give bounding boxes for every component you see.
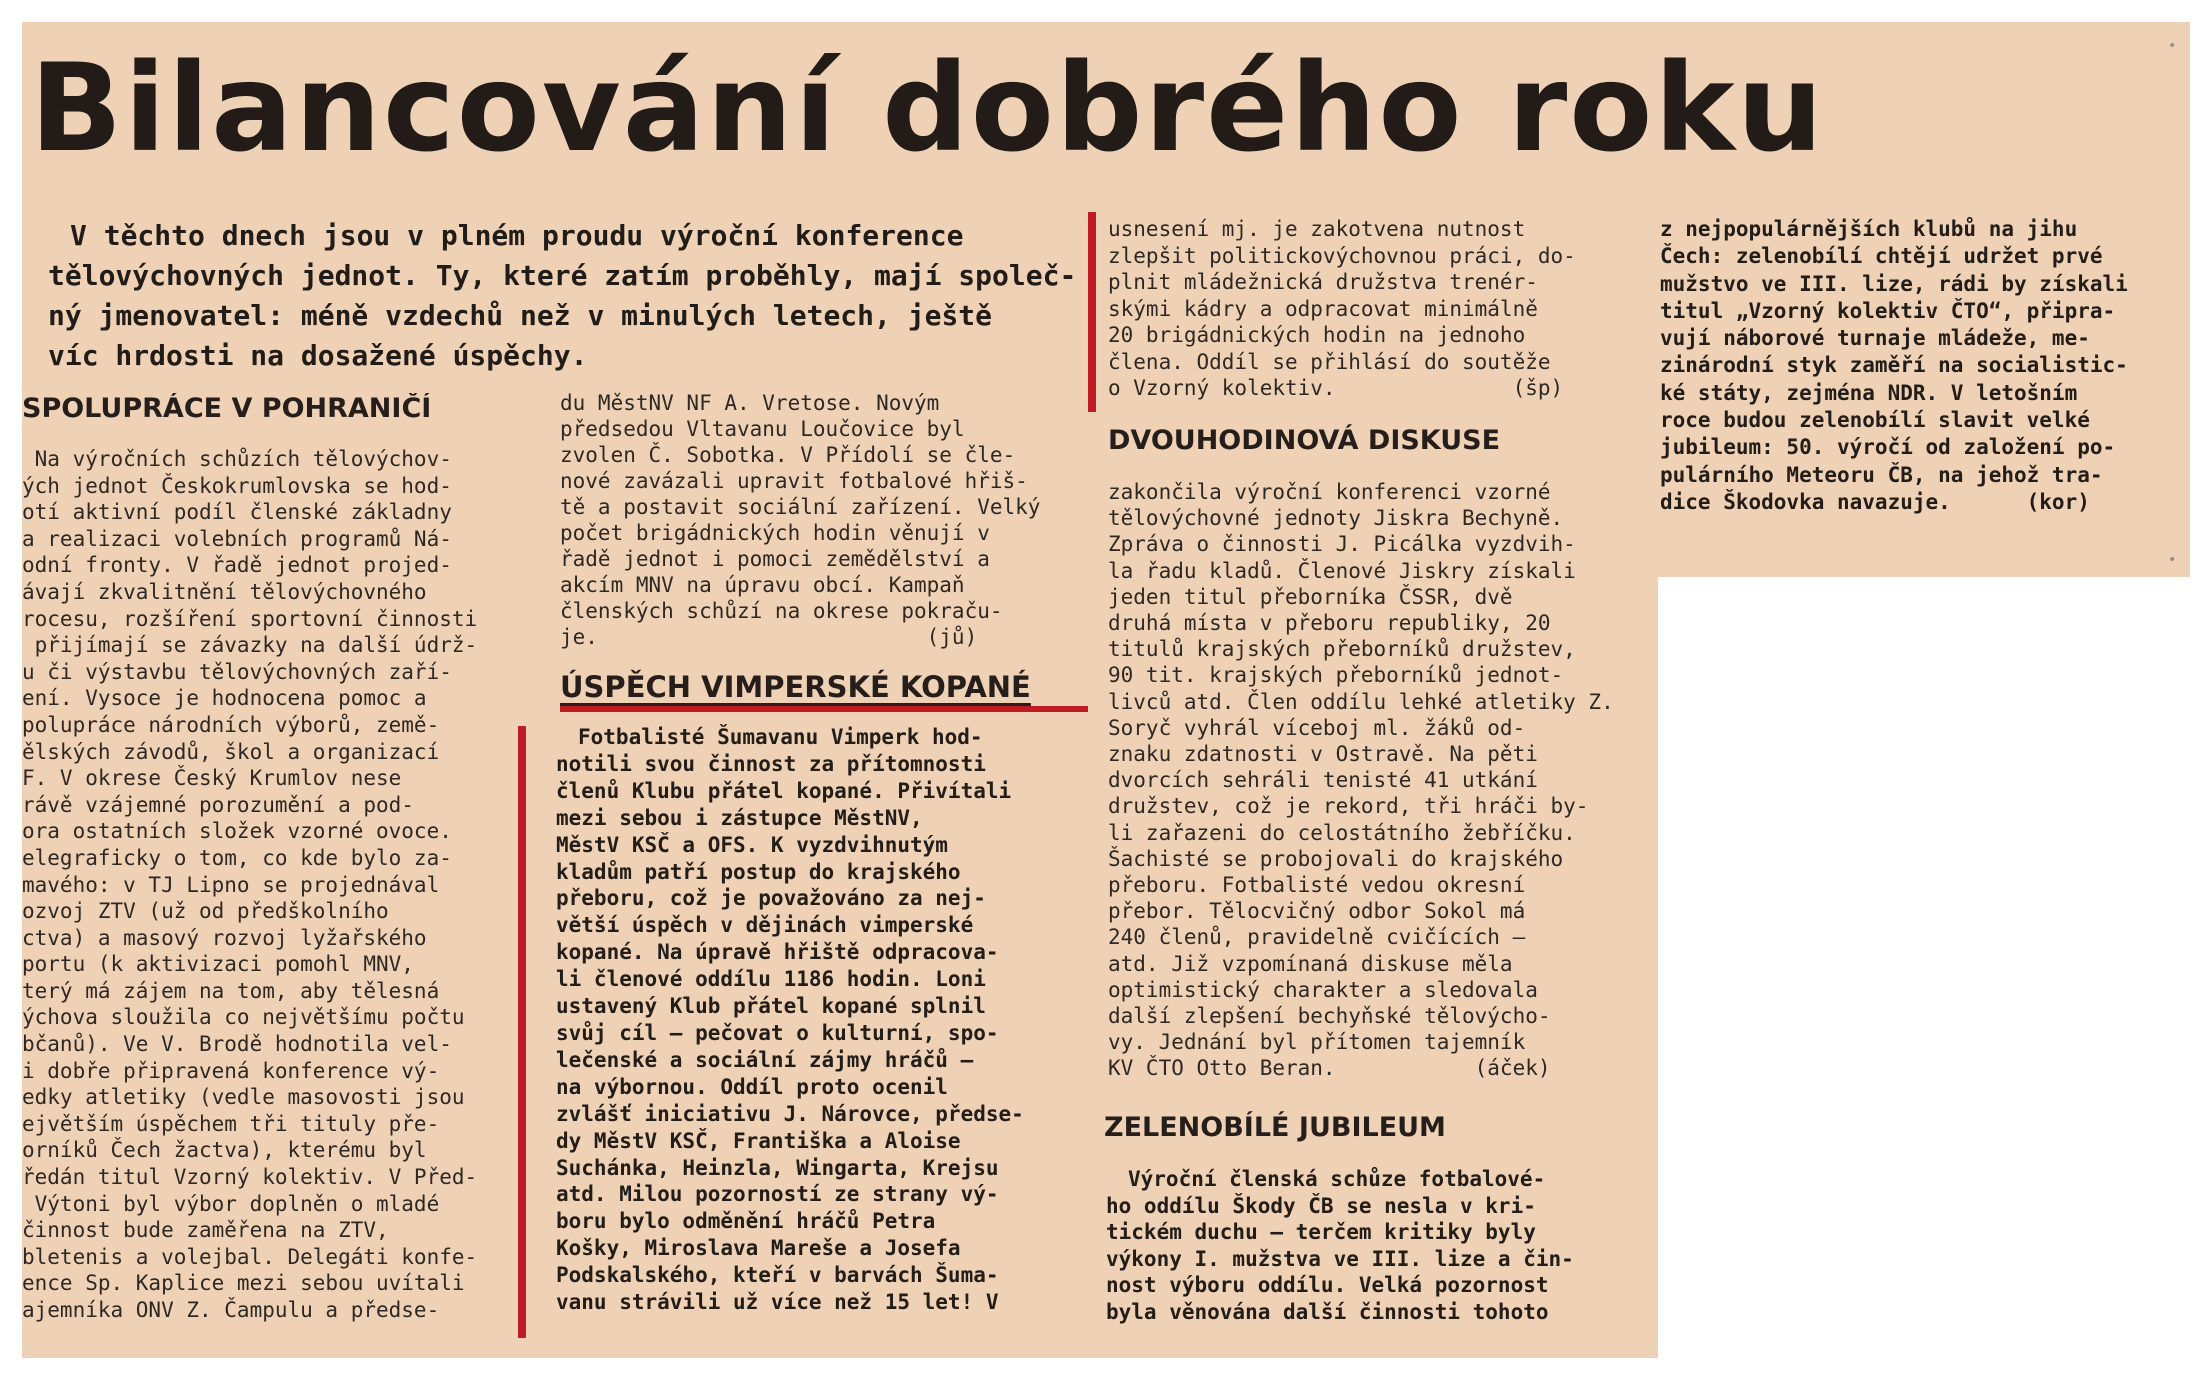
text-line: titul „Vzorný kolektiv ČTO“, připra- bbox=[1660, 298, 2116, 323]
text-line: titulů krajských přeborníků družstev, bbox=[1108, 637, 1576, 662]
text-line: zvlášť iniciativu J. Nárovce, předse- bbox=[556, 1101, 1024, 1126]
text-line: jubileum: 50. výročí od založení po- bbox=[1660, 435, 2116, 460]
text-line: rocesu, rozšíření sportovní činnosti bbox=[22, 606, 478, 631]
text-line: znaku zdatnosti v Ostravě. Na pěti bbox=[1108, 742, 1538, 767]
article-vimperk bbox=[556, 724, 1082, 1316]
section-heading-jubileum: ZELENOBÍLÉ JUBILEUM bbox=[1104, 1112, 1446, 1143]
text-line: ajemníka ONV Z. Čampulu a předse- bbox=[22, 1298, 440, 1322]
text-line: dice Škodovka navazuje. (kor) bbox=[1660, 489, 2090, 514]
article-vimperk-continued bbox=[1108, 216, 1638, 402]
text-line: otí aktivní podíl členské základny bbox=[22, 500, 452, 525]
article-spoluprace-continued bbox=[560, 390, 1080, 650]
text-line: Čech: zelenobílí chtějí udržet prvé bbox=[1660, 244, 2103, 269]
text-line: přeboru. Fotbalisté vedou okresní bbox=[1108, 873, 1526, 898]
text-line: du MěstNV NF A. Vretose. Novým bbox=[560, 391, 940, 415]
text-line: nové zavázali upravit fotbalové hřiš- bbox=[560, 469, 1028, 493]
text-line: terý má zájem na tom, aby tělesná bbox=[22, 978, 440, 1003]
text-line: mezi sebou i zástupce MěstNV, bbox=[556, 805, 923, 830]
text-line: družstev, což je rekord, tři hráči by- bbox=[1108, 794, 1589, 819]
red-pencil-underline bbox=[560, 706, 1088, 712]
red-pencil-mark bbox=[518, 726, 526, 1338]
text-line: plnit mládežnická družstva trenér- bbox=[1108, 270, 1538, 294]
text-line: ozvoj ZTV (už od předškolního bbox=[22, 899, 389, 924]
text-line: Zpráva o činnosti J. Picálka vyzdvih- bbox=[1108, 532, 1576, 557]
corner-dot-top: • bbox=[2168, 38, 2177, 54]
text-line: vují náborové turnaje mládeže, me- bbox=[1660, 326, 2090, 351]
text-line: tělovýchovné jednoty Jiskra Bechyně. bbox=[1108, 506, 1564, 531]
text-line: polupráce národních výborů, země- bbox=[22, 712, 440, 737]
text-line: svůj cíl — pečovat o kulturní, spo- bbox=[556, 1020, 999, 1045]
text-line: usnesení mj. je zakotvena nutnost bbox=[1108, 217, 1526, 241]
text-line: Suchánka, Heinzla, Wingarta, Krejsu bbox=[556, 1155, 999, 1180]
text-line: 20 brigádnických hodin na jednoho bbox=[1108, 323, 1526, 347]
text-line: ence Sp. Kaplice mezi sebou uvítali bbox=[22, 1271, 465, 1296]
text-line: edky atletiky (vedle masovosti jsou bbox=[22, 1085, 465, 1110]
text-line: ho oddílu Škody ČB se nesla v kri- bbox=[1106, 1193, 1536, 1218]
text-line: pulárního Meteoru ČB, na jehož tra- bbox=[1660, 462, 2103, 487]
text-line: ělských závodů, škol a organizací bbox=[22, 739, 440, 764]
text-line: mavého: v TJ Lipno se projednával bbox=[22, 872, 440, 897]
text-line: Na výročních schůzích tělovýchov- bbox=[22, 447, 452, 471]
text-line: jeden titul přeborníka ČSSR, dvě bbox=[1108, 584, 1513, 609]
text-line: nost výboru oddílu. Velká pozornost bbox=[1106, 1273, 1549, 1297]
text-line: přeboru, což je považováno za nej- bbox=[556, 886, 986, 911]
text-line: druhá místa v přeboru republiky, 20 bbox=[1108, 611, 1551, 636]
text-line: boru bylo odměnění hráčů Petra bbox=[556, 1209, 936, 1234]
lead-paragraph bbox=[48, 216, 1088, 376]
text-line: Podskalského, kteří v barvách Šuma- bbox=[556, 1263, 999, 1288]
text-line: F. V okrese Český Krumlov nese bbox=[22, 766, 402, 791]
text-line: řadě jednot i pomoci zemědělství a bbox=[560, 547, 990, 571]
text-line: akcím MNV na úpravu obcí. Kampaň bbox=[560, 573, 965, 597]
red-pencil-mark bbox=[1088, 212, 1096, 412]
text-line: větší úspěch v dějinách vimperské bbox=[556, 913, 974, 938]
text-line: ých jednot Českokrumlovska se hod- bbox=[22, 473, 452, 498]
text-line: přebor. Tělocvičný odbor Sokol má bbox=[1108, 899, 1526, 924]
text-line: li členové oddílu 1186 hodin. Loni bbox=[556, 967, 986, 992]
text-line: byla věnována další činnosti tohoto bbox=[1106, 1299, 1549, 1324]
text-line: bletenis a volejbal. Delegáti konfe- bbox=[22, 1244, 478, 1269]
text-line: na výbornou. Oddíl proto ocenil bbox=[556, 1074, 948, 1099]
text-line: tickém duchu — terčem kritiky byly bbox=[1106, 1220, 1536, 1244]
text-line: vy. Jednání byl přítomen tajemník bbox=[1108, 1030, 1526, 1055]
text-line: ora ostatních složek vzorné ovoce. bbox=[22, 819, 452, 844]
text-line: člena. Oddíl se přihlásí do soutěže bbox=[1108, 349, 1551, 374]
text-line: elegraficky o tom, co kde bylo za- bbox=[22, 845, 452, 870]
text-line: ení. Vysoce je hodnocena pomoc a bbox=[22, 686, 427, 711]
text-line: členů Klubu přátel kopané. Přivítali bbox=[556, 778, 1012, 803]
text-line: výkony I. mužstva ve III. lize a čin- bbox=[1106, 1246, 1574, 1271]
text-line: odní fronty. V řadě jednot projed- bbox=[22, 553, 452, 578]
text-line: ávají zkvalitnění tělovýchovného bbox=[22, 579, 427, 604]
text-line: livců atd. Člen oddílu lehké atletiky Z. bbox=[1108, 689, 1614, 714]
section-heading-diskuse: DVOUHODINOVÁ DISKUSE bbox=[1108, 425, 1501, 456]
text-line: kladům patří postup do krajského bbox=[556, 859, 961, 884]
text-line: další zlepšení bechyňské tělovýcho- bbox=[1108, 1004, 1551, 1029]
text-line: MěstV KSČ a OFS. K vyzdvihnutým bbox=[556, 832, 948, 857]
text-line: zlepšit politickovýchovnou práci, do- bbox=[1108, 243, 1576, 268]
text-line: li zařazeni do celostátního žebříčku. bbox=[1108, 820, 1576, 845]
text-line: Fotbalisté Šumavanu Vimperk hod- bbox=[578, 725, 983, 749]
text-line: zakončila výroční konferenci vzorné bbox=[1108, 480, 1551, 504]
lead-line: víc hrdosti na dosažené úspěchy. bbox=[48, 339, 588, 372]
text-line: Košky, Miroslava Mareše a Josefa bbox=[556, 1236, 961, 1261]
text-line: je. (jů) bbox=[560, 625, 978, 649]
text-line: skými kádry a odpracovat minimálně bbox=[1108, 296, 1538, 321]
text-line: atd. Již vzpomínaná diskuse měla bbox=[1108, 951, 1513, 976]
text-line: KV ČTO Otto Beran. (áček) bbox=[1108, 1056, 1551, 1081]
text-line: zvolen Č. Sobotka. V Přídolí se čle- bbox=[560, 443, 1016, 467]
text-line: rávě vzájemné porozumění a pod- bbox=[22, 792, 414, 817]
text-line: Soryč vyhrál víceboj ml. žáků od- bbox=[1108, 715, 1526, 740]
text-line: členských schůzí na okrese pokraču- bbox=[560, 599, 1003, 623]
text-line: orníků Čech žactva), kterému byl bbox=[22, 1138, 427, 1163]
lead-line: ný jmenovatel: méně vzdechů než v minulých letech, ještě bbox=[48, 299, 993, 332]
text-line: Výroční členská schůze fotbalové- bbox=[1128, 1167, 1546, 1191]
text-line: a realizaci volebních programů Ná- bbox=[22, 526, 452, 551]
text-line: dvorcích sehráli tenisté 41 utkání bbox=[1108, 768, 1538, 793]
text-line: u či výstavbu tělovýchovných zaří- bbox=[22, 659, 452, 684]
text-line: Šachisté se probojovali do krajského bbox=[1108, 846, 1564, 871]
text-line: Výtoni byl výbor doplněn o mladé bbox=[22, 1191, 440, 1216]
text-line: i dobře připravená konference vý- bbox=[22, 1058, 440, 1083]
text-line: atd. Milou pozorností ze strany vý- bbox=[556, 1182, 999, 1207]
text-line: o Vzorný kolektiv. (šp) bbox=[1108, 376, 1564, 400]
text-line: ustavený Klub přátel kopané splnil bbox=[556, 994, 986, 1019]
article-jubileum bbox=[1106, 1166, 1638, 1325]
text-line: počet brigádnických hodin věnují v bbox=[560, 521, 990, 545]
lead-line: V těchto dnech jsou v plném proudu výroční konference bbox=[70, 219, 964, 252]
text-line: la řadu kladů. Členové Jiskry získali bbox=[1108, 558, 1576, 583]
article-spoluprace bbox=[22, 446, 530, 1324]
text-line: zinárodní styk zaměří na socialistic- bbox=[1660, 353, 2128, 378]
section-heading-vimperk: ÚSPĚCH VIMPERSKÉ KOPANÉ bbox=[560, 670, 1031, 704]
article-jubileum-continued bbox=[1660, 216, 2180, 516]
text-line: ké státy, zejména NDR. V letošním bbox=[1660, 380, 2078, 405]
text-line: lečenské a sociální zájmy hráčů — bbox=[556, 1047, 974, 1072]
text-line: z nejpopulárnějších klubů na jihu bbox=[1660, 217, 2078, 241]
text-line: roce budou zelenobílí slavit velké bbox=[1660, 408, 2090, 433]
lead-line: tělovýchovných jednot. Ty, které zatím proběhly, mají společ- bbox=[48, 259, 1077, 292]
text-line: kopané. Na úpravě hřiště odpracova- bbox=[556, 940, 999, 965]
text-line: vanu strávili už více než 15 let! V bbox=[556, 1290, 999, 1315]
text-line: přijímají se závazky na další údrž- bbox=[22, 633, 478, 658]
text-line: činnost bude zaměřena na ZTV, bbox=[22, 1218, 389, 1243]
text-line: optimistický charakter a sledovala bbox=[1108, 977, 1538, 1002]
text-line: dy MěstV KSČ, Františka a Aloise bbox=[556, 1128, 961, 1153]
text-line: notili svou činnost za přítomnosti bbox=[556, 751, 986, 776]
section-heading-spoluprace: SPOLUPRÁCE V POHRANIČÍ bbox=[22, 393, 432, 424]
text-line: 240 členů, pravidelně cvičících — bbox=[1108, 925, 1526, 950]
text-line: ředán titul Vzorný kolektiv. V Před- bbox=[22, 1165, 478, 1190]
text-line: ejvětším úspěchem tři tituly pře- bbox=[22, 1111, 440, 1136]
text-line: ýchova sloužila co největšímu počtu bbox=[22, 1005, 465, 1030]
text-line: tě a postavit sociální zařízení. Velký bbox=[560, 495, 1041, 519]
corner-dot-bottom: • bbox=[2168, 552, 2177, 568]
text-line: mužstvo ve III. lize, rádi by získali bbox=[1660, 271, 2128, 296]
text-line: bčanů). Ve V. Brodě hodnotila vel- bbox=[22, 1032, 452, 1057]
article-diskuse bbox=[1108, 479, 1638, 1082]
text-line: ctva) a masový rozvoj lyžařského bbox=[22, 925, 427, 950]
headline: Bilancování dobrého roku bbox=[30, 44, 1825, 174]
text-line: předsedou Vltavanu Loučovice byl bbox=[560, 417, 965, 441]
text-line: 90 tit. krajských přeborníků jednot- bbox=[1108, 663, 1564, 688]
text-line: portu (k aktivizaci pomohl MNV, bbox=[22, 952, 414, 977]
